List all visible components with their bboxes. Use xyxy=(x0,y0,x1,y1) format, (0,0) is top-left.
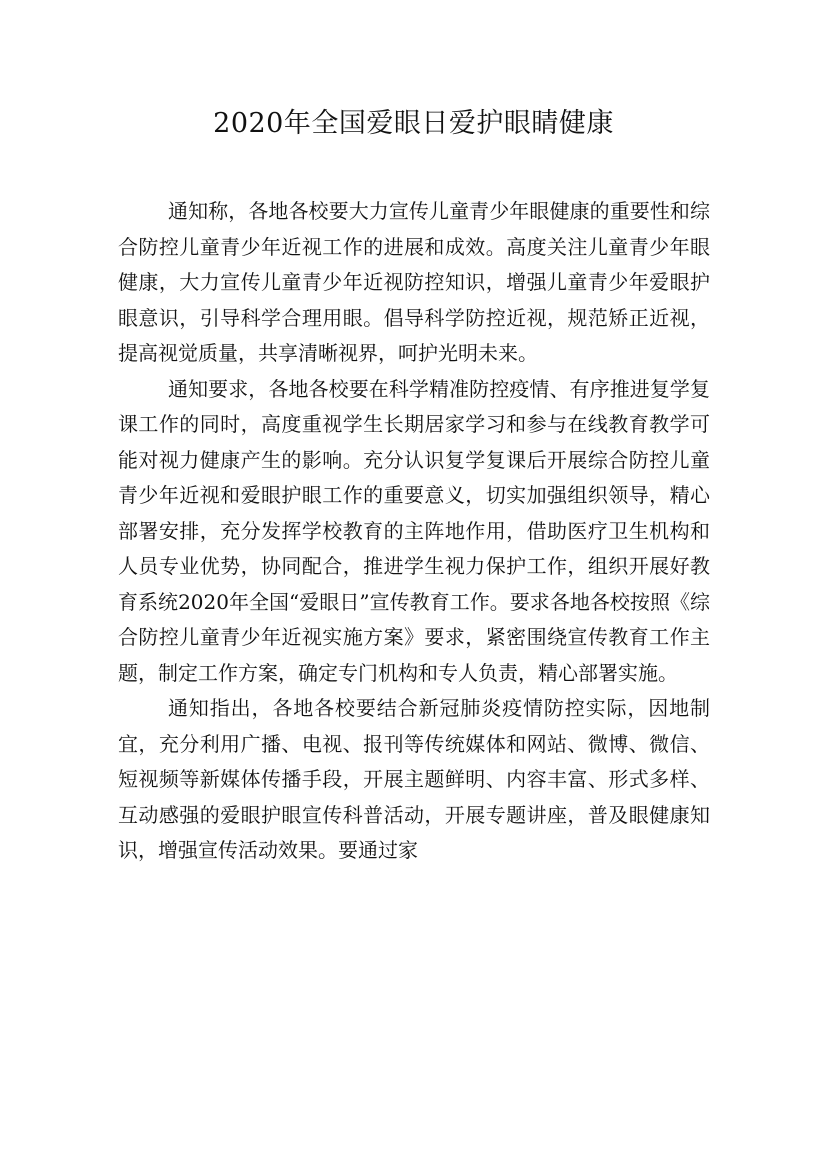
document-title: 2020年全国爱眼日爱护眼睛健康 xyxy=(213,108,614,139)
paragraph-2: 通知要求，各地各校要在科学精准防控疫情、有序推进复学复课工作的同时，高度重视学生长期居家学习和参与在线教育教学可能对视力健康产生的影响。充分认识复学复课后开展综合防控儿童青少年近视和爱眼护眼工作的重要意义，切实加强组织领导，精心部署安排，充分发挥学校教育的主阵地作用，借助医疗卫生机构和人员专业优势，协同配合，推进学生视力保护工作，组织开展好教育系统2020年全国“爱眼日”宣传教育工作。要求各地各校按照《综合防控儿童青少年近视实施方案》要求，紧密围绕宣传教育工作主题，制定工作方案，确定专门机构和专人负责，精心部署实施。 xyxy=(118,376,710,685)
document-body xyxy=(118,194,710,869)
paragraph-3: 通知指出，各地各校要结合新冠肺炎疫情防控实际，因地制宜，充分利用广播、电视、报刊等传统媒体和网站、微博、微信、短视频等新媒体传播手段，开展主题鲜明、内容丰富、形式多样、互动感强的爱眼护眼宣传科普活动，开展专题讲座，普及眼健康知识，增强宣传活动效果。要通过家 xyxy=(118,696,710,862)
paragraph-1: 通知称，各地各校要大力宣传儿童青少年眼健康的重要性和综合防控儿童青少年近视工作的进展和成效。高度关注儿童青少年眼健康，大力宣传儿童青少年近视防控知识，增强儿童青少年爱眼护眼意识，引导科学合理用眼。倡导科学防控近视，规范矫正近视，提高视觉质量，共享清晰视界，呵护光明未来。 xyxy=(118,199,710,365)
